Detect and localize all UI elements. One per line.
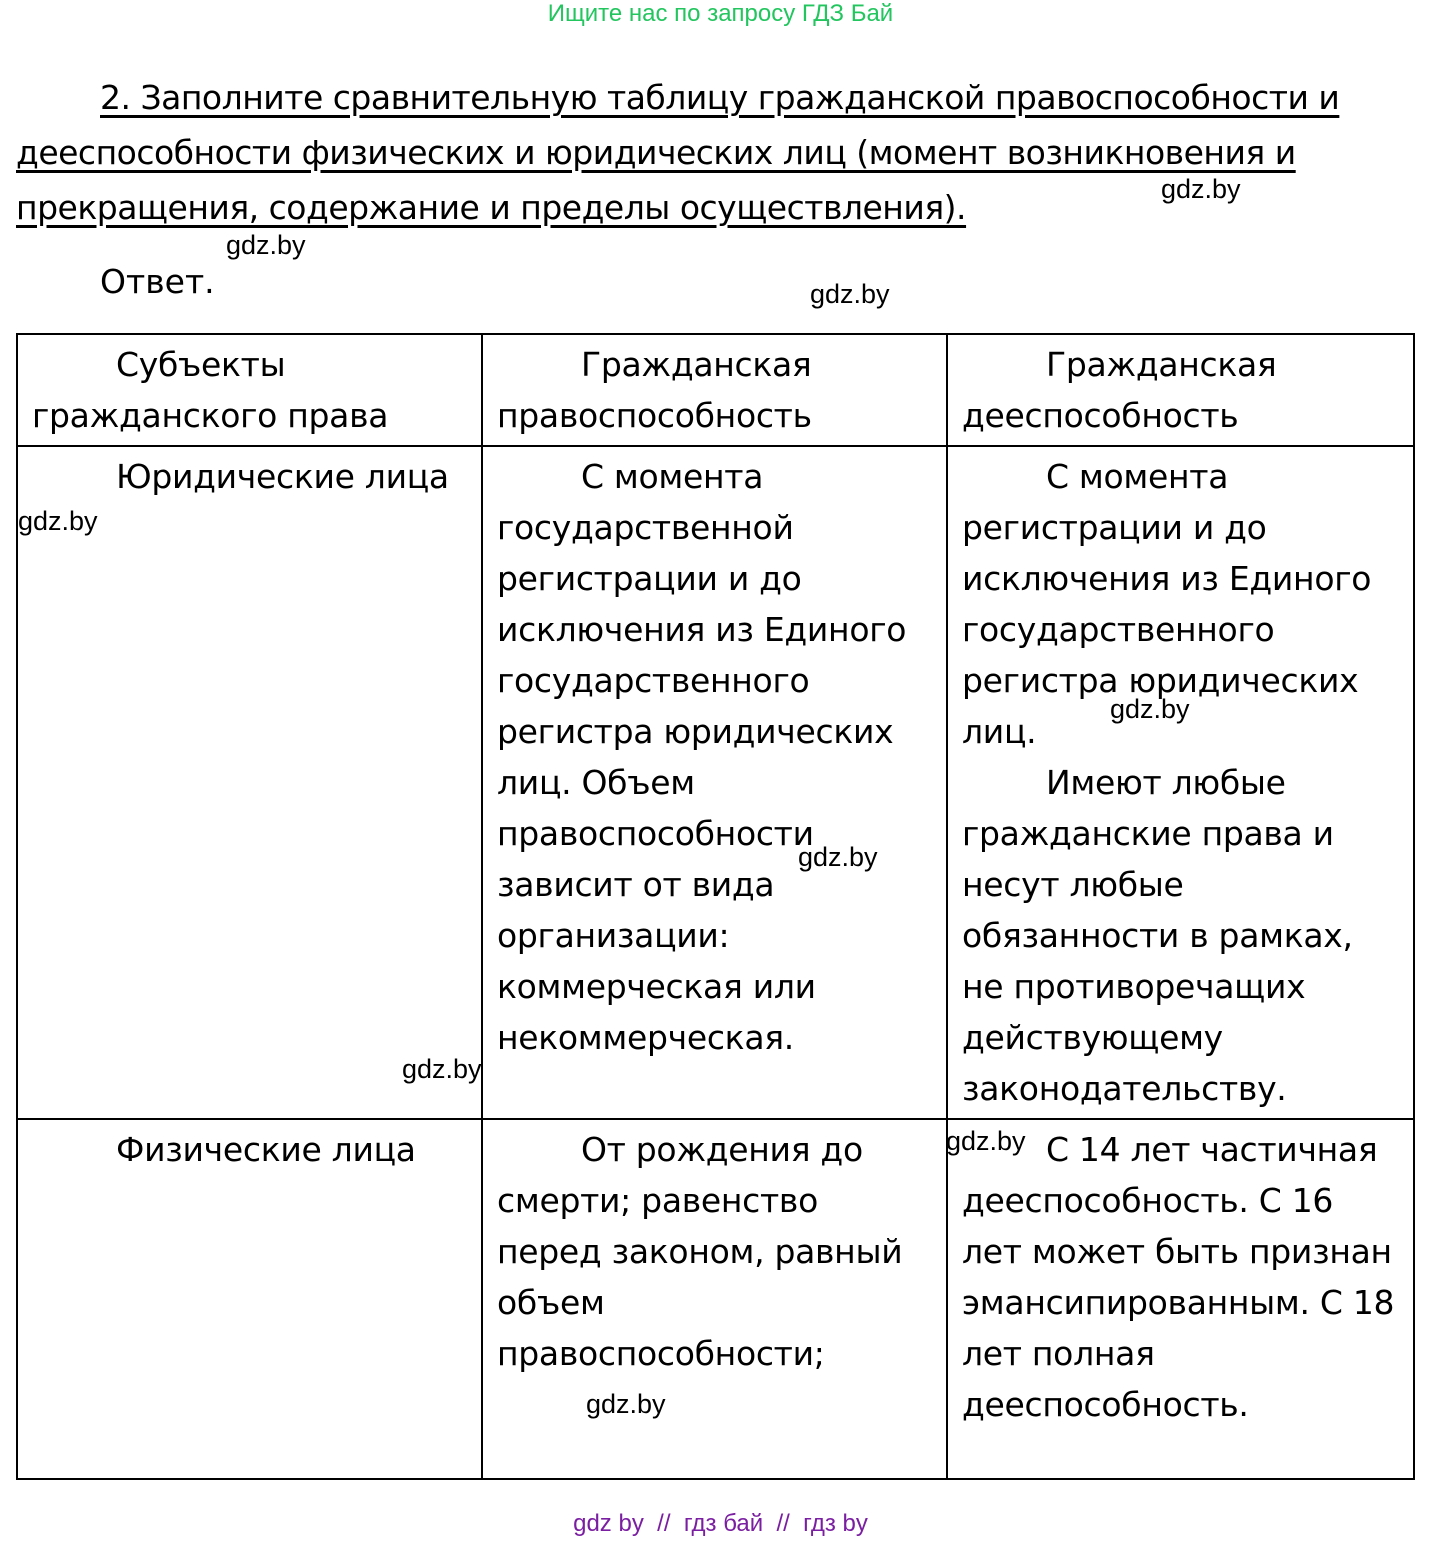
- subject-text: Физические лица: [116, 1130, 416, 1169]
- capability-text: С 14 лет частичная дееспособность. С 16 лет может быть признан эмансипированным. С 18 лет полная дееспособность.: [962, 1130, 1395, 1424]
- footer-link-gdz-bai[interactable]: гдз бай: [683, 1510, 764, 1537]
- comparison-table: [16, 333, 1415, 1480]
- watermark: gdz.by: [1161, 174, 1241, 204]
- legal-capacity-text: От рождения до смерти; равенство перед законом, равный объем правоспособности;: [497, 1130, 903, 1373]
- footer-link-gdz-by-cyr[interactable]: гдз by: [803, 1510, 868, 1537]
- header-legal-capacity-text: Гражданская правоспособность: [497, 345, 812, 435]
- footer-separator: //: [763, 1510, 804, 1537]
- header-subjects-text: Субъекты гражданского права: [32, 345, 389, 435]
- watermark: gdz.by: [810, 279, 890, 309]
- task-statement: 2. Заполните сравнительную таблицу гражданской правоспособности и дееспособности физических и юридических лиц (момент возникновения и прекращения, содержание и пределы осуществления).: [16, 78, 1340, 227]
- watermark: gdz.by: [586, 1389, 666, 1419]
- header-capability-text: Гражданская дееспособность: [962, 345, 1277, 435]
- watermark: gdz.by: [226, 230, 306, 260]
- footer-links: [0, 1510, 1441, 1538]
- footer-link-gdz-by[interactable]: gdz by: [573, 1510, 644, 1537]
- cell-legal-capacity-legal-entities: [482, 446, 947, 1119]
- capability-paragraph-1: С момента регистрации и до исключения из Единого государственного регистра юридических лиц.: [962, 457, 1372, 751]
- header-legal-capacity: [482, 334, 947, 446]
- watermark: gdz.by: [1110, 694, 1190, 724]
- cell-subject-individuals: [17, 1119, 482, 1479]
- table-row: [17, 446, 1414, 1119]
- cell-capability-individuals: [947, 1119, 1414, 1479]
- table-header-row: [17, 334, 1414, 446]
- header-subjects: [17, 334, 482, 446]
- cell-legal-capacity-individuals: [482, 1119, 947, 1479]
- header-capability: [947, 334, 1414, 446]
- watermark: gdz.by: [18, 506, 98, 536]
- capability-paragraph-2: Имеют любые гражданские права и несут любые обязанности в рамках, не противоречащих действующему законодательству.: [962, 763, 1353, 1108]
- answer-label: Ответ.: [100, 262, 215, 301]
- watermark: gdz.by: [946, 1126, 1026, 1156]
- subject-text: Юридические лица: [116, 457, 449, 496]
- cell-subject-legal-entities: [17, 446, 482, 1119]
- legal-capacity-text: С момента государственной регистрации и до исключения из Единого государственного регистра юридических лиц. Объем правоспособности зависит от вида организации: коммерческая или некоммерческая.: [497, 457, 907, 1057]
- cell-capability-legal-entities: [947, 446, 1414, 1119]
- table-row: [17, 1119, 1414, 1479]
- top-banner: Ищите нас по запросу ГДЗ Бай: [547, 0, 894, 27]
- watermark: gdz.by: [402, 1054, 482, 1084]
- footer-separator: //: [643, 1510, 684, 1537]
- watermark: gdz.by: [798, 842, 878, 872]
